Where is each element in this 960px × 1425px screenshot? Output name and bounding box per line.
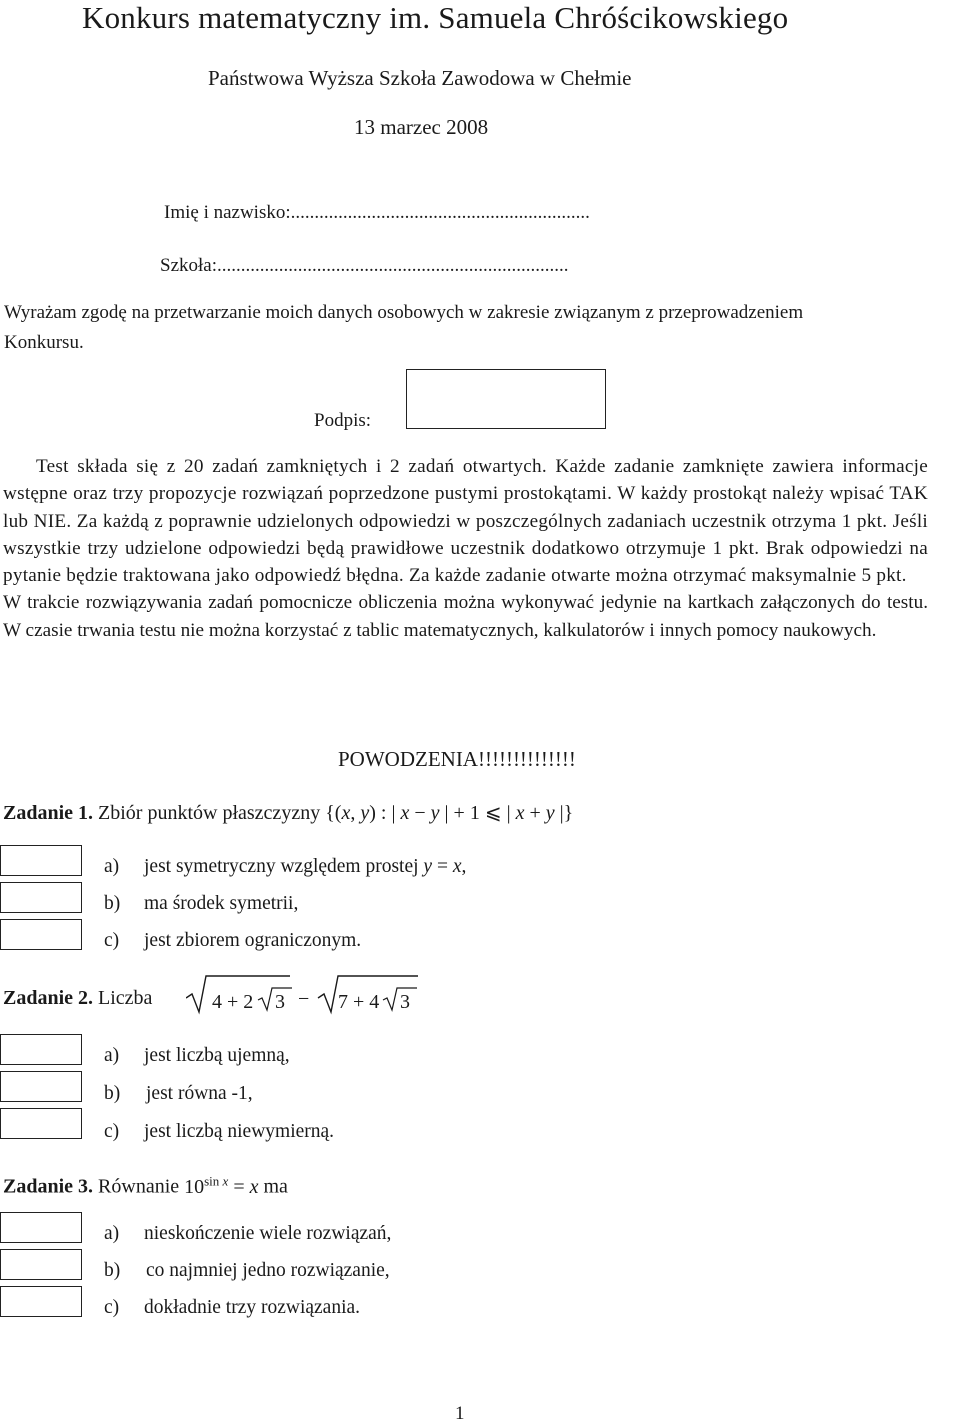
instructions [3,453,928,644]
task-1-option-b-text: ma środek symetrii, [144,893,299,914]
task-3-option-c-letter: c) [104,1297,120,1318]
task-3-answer-a-box[interactable] [0,1212,82,1243]
task-3-heading [3,1173,288,1199]
task-1-heading [3,800,573,825]
svg-text:3: 3 [400,991,410,1013]
task-2-answer-c-box[interactable] [0,1108,82,1139]
task-1-option-a-text: jest symetryczny względem prostej [144,856,419,877]
page-title: Konkurs matematyczny im. Samuela Chróścikowskiego [82,0,789,35]
good-luck-banner: POWODZENIA!!!!!!!!!!!!!! [338,747,576,771]
task-1-option-c-letter: c) [104,930,120,951]
signature-label: Podpis: [314,410,372,431]
instructions-paragraph-2: W trakcie rozwiązywania zadań pomocnicze obliczenia można wykonywać jedynie na kartkach załączonych do testu. W czasie trwania testu nie można korzystać z tablic matematycznych, kalkulatorów i innych pomocy naukowych. [3,592,928,641]
task-1-option-a-letter: a) [104,856,120,877]
task-1-option-b-letter: b) [104,893,121,914]
task-3-option-c-text: dokładnie trzy rozwiązania. [144,1297,361,1318]
consent-text: Wyrażam zgodę na przetwarzanie moich danych osobowych w zakresie związanym z przeprowadzeniem [4,302,804,323]
svg-text:−: − [298,988,310,1010]
page-number: 1 [455,1403,465,1424]
task-3-label: Zadanie 3. [3,1175,94,1198]
task-2-option-b-letter: b) [104,1083,121,1104]
task-2-heading [3,987,152,1010]
task-3-suffix: ma [263,1175,288,1198]
svg-text:4 + 2: 4 + 2 [212,991,254,1013]
name-field-label[interactable]: Imię i nazwisko:............................................................... [164,202,590,223]
task-2-label: Zadanie 2. [3,987,94,1009]
svg-text:3: 3 [275,991,285,1013]
task-2-answer-b-box[interactable] [0,1071,82,1102]
institution-name: Państwowa Wyższa Szkoła Zawodowa w Chełmie [208,66,632,90]
exam-date: 13 marzec 2008 [354,115,489,139]
task-1-intro: Zbiór punktów płaszczyzny [98,802,321,824]
task-2-option-a-text: jest liczbą ujemną, [144,1045,290,1066]
task-2-option-a-letter: a) [104,1045,120,1066]
task-2-option-c-text: jest liczbą niewymierną. [144,1121,335,1142]
task-3-option-a-letter: a) [104,1223,120,1244]
task-1-option-c-text: jest zbiorem ograniczonym. [144,930,362,951]
task-3-option-b-letter: b) [104,1260,121,1281]
task-1-option-a-formula: y = x, [423,856,467,877]
task-1-answer-b-box[interactable] [0,882,82,913]
school-field-label[interactable]: Szkoła:.......................................................................... [160,255,569,276]
task-1-answer-c-box[interactable] [0,919,82,950]
task-2-answer-a-box[interactable] [0,1034,82,1065]
task-3-answer-b-box[interactable] [0,1249,82,1280]
instructions-paragraph-1: Test składa się z 20 zadań zamkniętych i 2 zadań otwartych. Każde zadanie zamknięte zawiera informacje wstępne oraz trzy propozycje rozwiązań poprzedzone pustymi prostokątami. W każdy prostokąt należy wpisać TAK lub NIE. Za każdą z poprawnie udzielonych odpowiedzi w poszczególnych zadaniach uczestnik otrzyma 1 pkt. Jeśli wszystkie trzy udzielone odpowiedzi będą prawidłowe uczestnik dodatkowo otrzymuje 1 pkt. Brak odpowiedzi na pytanie będzie traktowana jako odpowiedź błędna. Za każde zadanie otwarte można otrzymać maksymalnie 5 pkt. [3,456,928,587]
task-3-option-a-text: nieskończenie wiele rozwiązań, [144,1223,392,1244]
task-2-formula [186,972,426,1016]
signature-box[interactable] [406,369,606,429]
task-3-answer-c-box[interactable] [0,1286,82,1317]
task-2-option-b-text: jest równa -1, [146,1083,253,1104]
task-1-label: Zadanie 1. [3,802,94,824]
task-3-intro: Równanie [98,1175,180,1198]
task-3-option-b-text: co najmniej jedno rozwiązanie, [146,1260,390,1281]
task-1-option-a [144,856,466,878]
task-1-formula: {(x, y) : | x − y | + 1 ⩽ | x + y |} [325,802,574,824]
task-1-answer-a-box[interactable] [0,845,82,876]
consent-text-continued: Konkursu. [4,332,84,353]
svg-text:7 + 4: 7 + 4 [338,991,380,1013]
task-3-formula: $10^{sin x} = x$ [184,1173,259,1198]
task-2-option-c-letter: c) [104,1121,120,1142]
task-2-intro: Liczba [98,987,153,1009]
